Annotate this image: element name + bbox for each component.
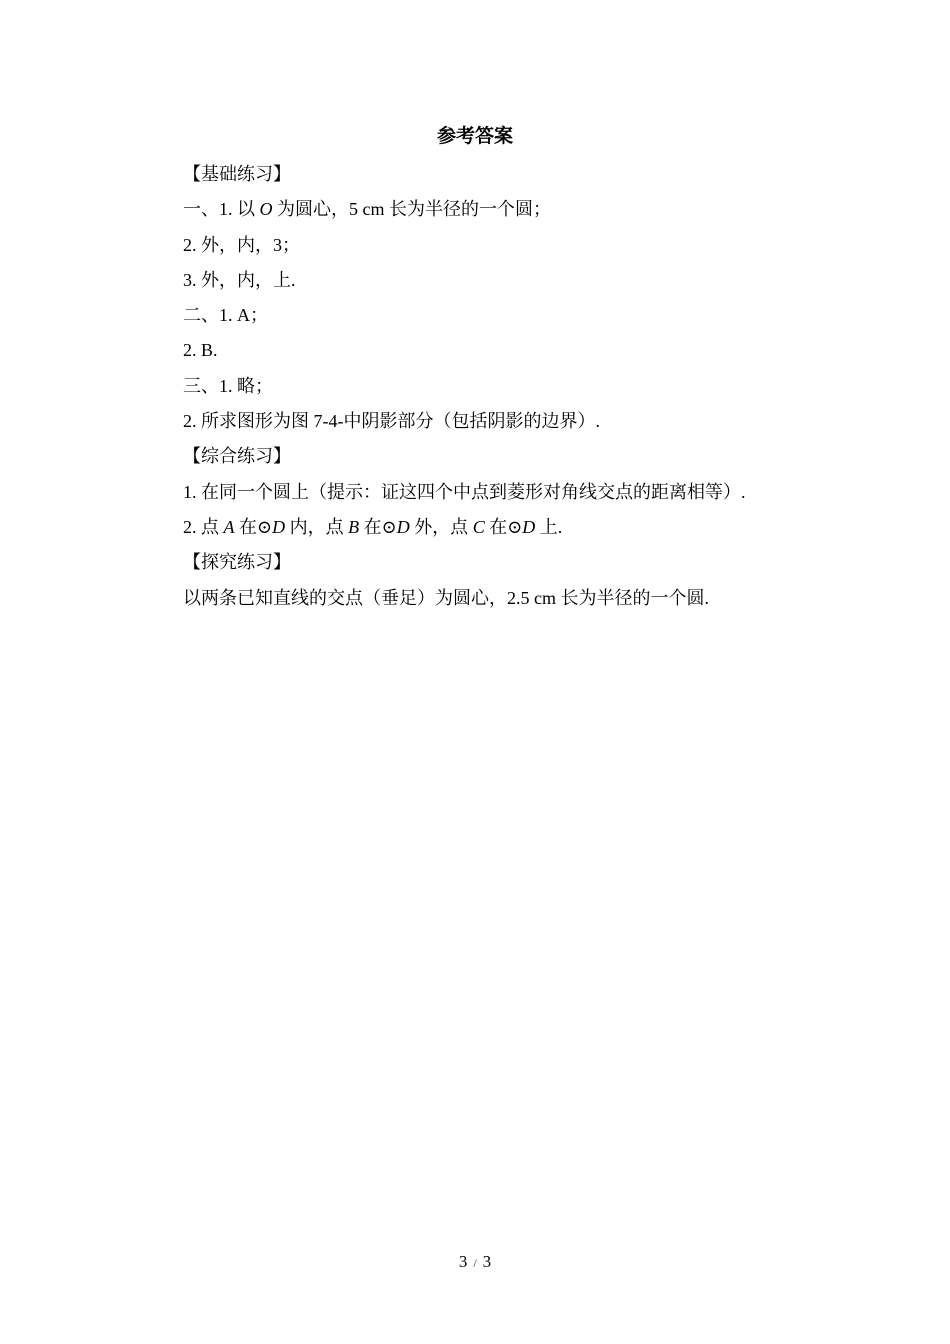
answer-line-2-2: 2. B.	[183, 340, 218, 361]
answer-line-1-2: 2. 外，内，3；	[183, 234, 300, 255]
explore-answer-1: 以两条已知直线的交点（垂足）为圆心，2.5 cm 长为半径的一个圆.	[183, 587, 709, 608]
answer-text: 内，点	[285, 516, 349, 537]
math-variable: A	[223, 516, 235, 537]
answer-text: 在⊙	[234, 516, 273, 537]
page-title: 参考答案	[436, 126, 513, 147]
page-separator: /	[473, 1256, 477, 1270]
answer-line-3-2: 2. 所求图形为图 7-4-中阴影部分（包括阴影的边界）.	[183, 411, 600, 432]
section-heading-explore: 【探究练习】	[183, 552, 291, 573]
answer-text: 在⊙	[484, 516, 523, 537]
answer-line-1-3: 3. 外，内，上.	[183, 269, 296, 290]
math-variable: B	[348, 516, 360, 537]
section-heading-basic: 【基础练习】	[183, 164, 291, 184]
answer-line-3-1: 三、1. 略；	[183, 375, 273, 396]
math-variable: O	[259, 199, 273, 220]
math-variable: D	[396, 516, 410, 537]
answer-text: 2. 点	[183, 516, 224, 537]
answer-text: 外，点	[409, 516, 473, 537]
math-variable: D	[272, 516, 286, 537]
answer-line-1-1	[183, 192, 843, 227]
answer-text: 为圆心，5 cm 长为半径的一个圆；	[272, 199, 551, 220]
section-heading-comprehensive: 【综合练习】	[183, 446, 291, 467]
comprehensive-answer-1: 1. 在同一个圆上（提示：证这四个中点到菱形对角线交点的距离相等）.	[183, 481, 746, 502]
total-pages: 3	[482, 1252, 492, 1271]
answer-text: 上.	[535, 516, 563, 537]
comprehensive-answer-2	[183, 510, 843, 545]
current-page: 3	[458, 1252, 468, 1271]
math-variable: C	[472, 516, 485, 537]
math-variable: D	[522, 516, 536, 537]
page-number	[0, 1250, 950, 1275]
answer-content	[183, 157, 843, 616]
answer-text: 一、1. 以	[183, 199, 260, 220]
answer-line-2-1: 二、1. A；	[183, 305, 268, 326]
answer-text: 在⊙	[359, 516, 397, 537]
